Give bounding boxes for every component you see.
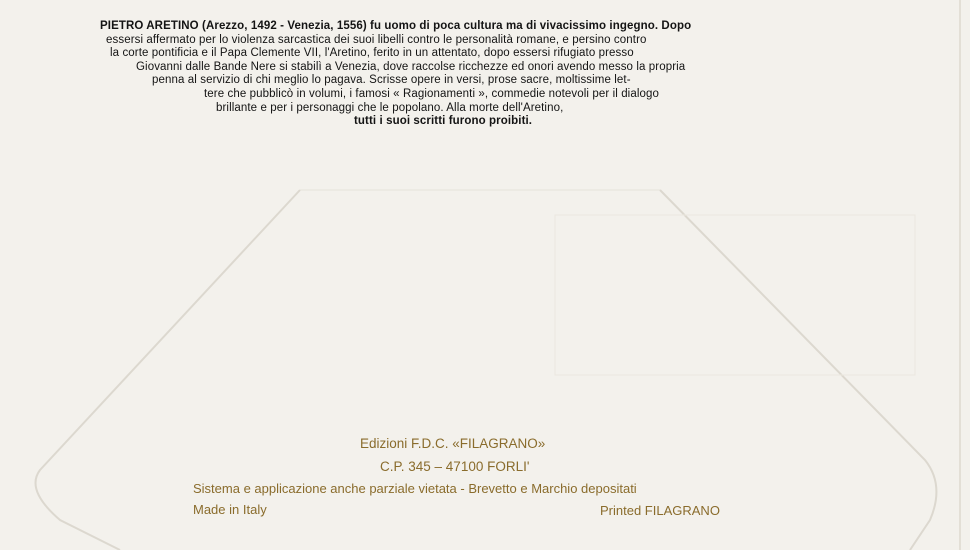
bio-line-6: tere che pubblicò in volumi, i famosi « Ragionamenti », commedie notevoli per il dialogo: [204, 88, 659, 100]
publisher-address: C.P. 345 – 47100 FORLI': [380, 459, 530, 474]
bio-name: PIETRO ARETINO: [100, 20, 199, 32]
printed-by: Printed FILAGRANO: [600, 503, 720, 518]
bio-line-7: brillante e per i personaggi che le popolano. Alla morte dell'Aretino,: [216, 101, 564, 114]
bio-line-1-rest: (Arezzo, 1492 - Venezia, 1556) fu uomo di poca cultura ma di vivacissimo ingegno. Dopo: [198, 20, 692, 32]
bio-line-4: Giovanni dalle Bande Nere si stabilì a Venezia, dove raccolse ricchezze ed onori avendo messo la propria: [136, 60, 686, 73]
publisher-name: Edizioni F.D.C. «FILAGRANO»: [360, 436, 546, 451]
bio-line-2: essersi affermato per lo violenza sarcastica dei suoi libelli contro le personalità romane, e persino contro: [106, 33, 647, 46]
bio-line-8: tutti i suoi scritti furono proibiti.: [354, 115, 533, 128]
bio-line-3: la corte pontificia e il Papa Clemente VII, l'Aretino, ferito in un attentato, dopo essersi rifugiato presso: [110, 47, 634, 60]
bio-line-5: penna al servizio di chi meglio lo pagava. Scrisse opere in versi, prose sacre, moltissime let-: [152, 74, 631, 87]
made-in-italy: Made in Italy: [193, 502, 267, 517]
patent-notice: Sistema e applicazione anche parziale vietata - Brevetto e Marchio depositati: [193, 481, 637, 496]
